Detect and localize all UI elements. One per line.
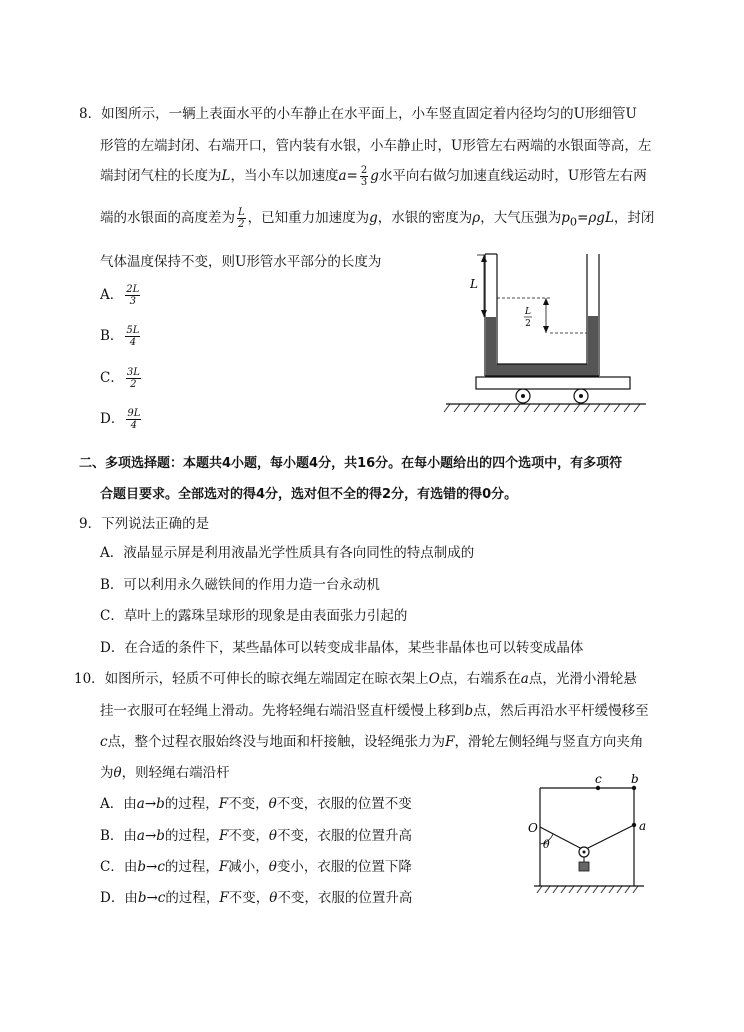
- q10-option-b: B．由a→b的过程，F不变，θ不变，衣服的位置升高: [100, 828, 412, 844]
- mercury-left: [486, 317, 496, 372]
- q10-option-d: D．由b→c的过程，F不变，θ不变，衣服的位置升高: [100, 890, 413, 906]
- q8-frac-L-2: $\frac{L}{2}$: [238, 207, 245, 230]
- fig-label-half-den: 2: [525, 319, 531, 329]
- q8-var-p-sub: 0: [569, 215, 578, 229]
- q8-var-p: p: [561, 210, 570, 226]
- fig-label-a: a: [639, 819, 647, 833]
- q10-line2: 挂一衣服可在轻绳上滑动。先将轻绳右端沿竖直杆缓慢上移到b点，然后再沿水平杆缓慢移至: [100, 703, 649, 719]
- cart-body: [476, 377, 630, 389]
- q8-line3c: 水平向右做匀加速直线运动时，U形管左右两: [378, 168, 647, 184]
- q8-line4: [100, 206, 654, 230]
- mercury-bottom: [486, 364, 598, 376]
- clothes-weight: [579, 862, 589, 871]
- q8-line3a: 端封闭气柱的长度为: [100, 168, 222, 184]
- q10-line3: c点，整个过程衣服始终没与地面和杆接触，设轻绳张力为F，滑轮左侧轻绳与竖直方向夹角: [100, 734, 644, 750]
- q8-number: 8．: [79, 106, 102, 122]
- q8-option-b: B． $\frac{5L}{4}$: [100, 325, 140, 348]
- fig-label-half-num: L: [525, 307, 531, 317]
- fig-label-O: O: [528, 821, 538, 835]
- q8-line3b: ，当小车以加速度: [230, 168, 339, 184]
- q8-var-g2: g: [369, 210, 378, 226]
- q10-option-c: C．由b→c的过程，F减小，θ变小，衣服的位置下降: [100, 859, 412, 875]
- q8-line4b: ，已知重力加速度为: [247, 210, 370, 226]
- q8-var-rho: ρ: [472, 210, 481, 226]
- q8-var-g: g: [370, 168, 379, 184]
- q8-line4c: ，水银的密度为: [377, 210, 473, 226]
- q8-line4a: 端的水银面的高度差为: [100, 210, 235, 226]
- fig-label-L: L: [470, 277, 478, 291]
- q8-option-a: A． $\frac{2L}{3}$: [100, 284, 140, 307]
- q8-line3: [100, 164, 647, 188]
- q8-var-a: a: [338, 168, 347, 184]
- q8-p0-value: =ρgL: [577, 210, 614, 226]
- q9-option-d: D．在合适的条件下，某些晶体可以转变成非晶体，某些非晶体也可以转变成晶体: [100, 640, 584, 656]
- q10-line1: 10．如图所示，轻质不可伸长的晾衣绳左端固定在晾衣架上O点，右端系在a点，光滑小滑轮悬: [74, 671, 637, 687]
- q8-frac-2-3: $\frac{2}{3}$: [360, 165, 368, 188]
- q9-option-a: A．液晶显示屏是利用液晶光学性质具有各向同性的特点制成的: [100, 545, 475, 561]
- q8-line5: 气体温度保持不变，则U形管水平部分的长度为: [100, 254, 382, 270]
- q8-line2: 形管的左端封闭、右端开口，管内装有水银，小车静止时，U形管左右两端的水银面等高，左: [100, 138, 652, 154]
- q9-option-c: C．草叶上的露珠呈球形的现象是由表面张力引起的: [100, 608, 408, 624]
- fig-label-b: b: [631, 772, 639, 786]
- fig-label-c: c: [595, 772, 602, 786]
- q8-line1: [79, 102, 637, 122]
- section2-heading-line2: 合题目要求。全部选对的得4分，选对但不全的得2分，有选错的得0分。: [100, 487, 518, 502]
- q8-line4e: ，封闭: [613, 210, 655, 226]
- mercury-right: [588, 316, 598, 372]
- q8-var-L: L: [221, 168, 231, 184]
- q8-line4d: ，大气压强为: [480, 210, 562, 226]
- q10-option-a: A．由a→b的过程，F不变，θ不变，衣服的位置不变: [100, 796, 412, 812]
- q10-figure-clothesline: [520, 772, 660, 900]
- q8-option-c: C． $\frac{3L}{2}$: [100, 367, 140, 390]
- fig-label-theta: θ: [543, 838, 550, 851]
- q9-option-b: B．可以利用永久磁铁间的作用力造一台永动机: [100, 577, 380, 593]
- q8-text-line1: 如图所示，一辆上表面水平的小车静止在水平面上，小车竖直固定着内径均匀的U形细管U: [101, 106, 637, 122]
- q8-option-d: D． $\frac{9L}{4}$: [100, 408, 141, 431]
- section2-heading-line1: 二、多项选择题：本题共4小题，每小题4分，共16分。在每小题给出的四个选项中，有多项符: [79, 456, 623, 471]
- q8-eq: =: [346, 168, 358, 184]
- q9-stem: 9．下列说法正确的是: [79, 516, 210, 532]
- q10-line4: 为θ，则轻绳右端沿杆: [100, 765, 230, 781]
- q8-figure-u-tube-cart: [440, 248, 650, 423]
